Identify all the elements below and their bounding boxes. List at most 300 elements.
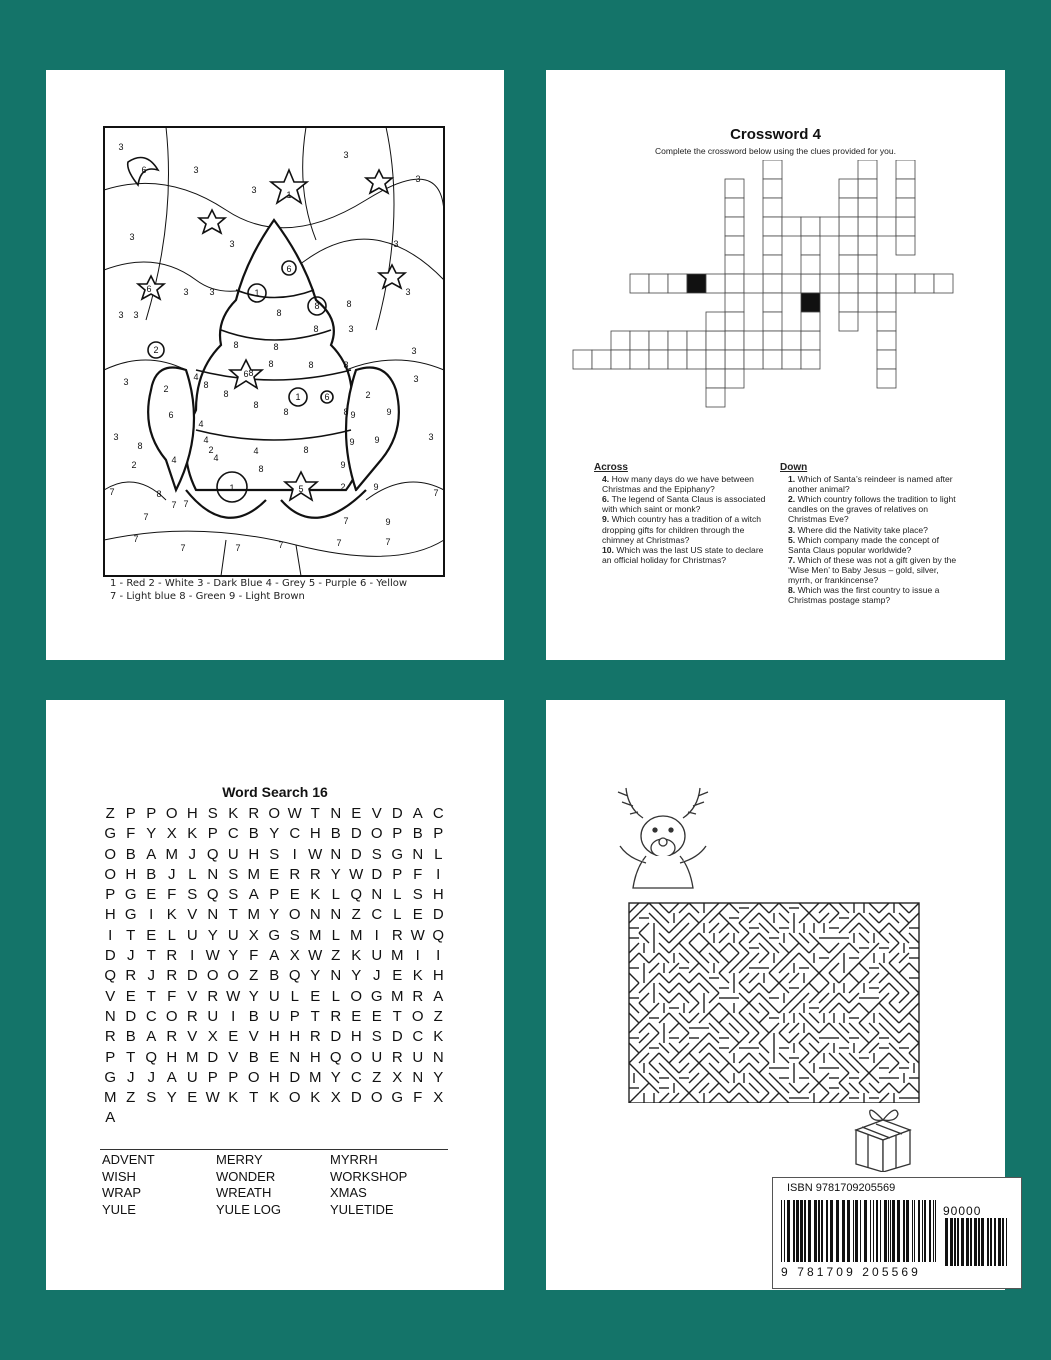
crossword-cell[interactable] — [858, 236, 877, 255]
letter-cell[interactable]: W — [308, 947, 323, 965]
letter-cell[interactable]: E — [125, 987, 136, 1005]
crossword-cell[interactable] — [649, 331, 668, 350]
letter-cell[interactable]: Q — [104, 967, 117, 985]
letter-cell[interactable]: I — [149, 906, 154, 924]
letter-cell[interactable]: B — [248, 1048, 259, 1066]
letter-cell[interactable]: Y — [248, 987, 259, 1005]
crossword-cell[interactable] — [744, 331, 763, 350]
letter-cell[interactable]: V — [228, 1048, 239, 1066]
crossword-cell[interactable] — [668, 331, 687, 350]
crossword-cell[interactable] — [782, 350, 801, 369]
letter-cell[interactable]: T — [310, 1007, 320, 1025]
crossword-cell[interactable] — [801, 312, 820, 331]
letter-cell[interactable]: A — [412, 805, 423, 822]
letter-cell[interactable]: M — [309, 1068, 322, 1086]
letter-cell[interactable]: E — [412, 906, 423, 924]
letter-cell[interactable]: C — [145, 1007, 157, 1025]
letter-cell[interactable]: L — [167, 926, 176, 944]
letter-cell[interactable]: K — [412, 967, 423, 985]
letter-cell[interactable]: W — [287, 805, 302, 822]
letter-cell[interactable]: R — [104, 1028, 116, 1046]
crossword-cell[interactable] — [839, 217, 858, 236]
letter-cell[interactable]: Y — [310, 967, 321, 985]
letter-cell[interactable]: U — [207, 1007, 219, 1025]
crossword-cell[interactable] — [668, 350, 687, 369]
letter-cell[interactable]: O — [350, 1048, 363, 1066]
letter-cell[interactable]: B — [412, 825, 423, 843]
crossword-cell[interactable] — [896, 179, 915, 198]
crossword-cell[interactable] — [725, 293, 744, 312]
letter-cell[interactable]: P — [269, 886, 280, 904]
letter-cell[interactable]: H — [268, 1068, 280, 1086]
letter-cell[interactable]: J — [373, 967, 381, 985]
letter-cell[interactable]: N — [412, 845, 424, 863]
letter-cell[interactable]: L — [331, 987, 340, 1005]
letter-cell[interactable]: G — [104, 825, 117, 843]
letter-cell[interactable]: N — [432, 1048, 444, 1066]
letter-cell[interactable]: A — [433, 987, 444, 1005]
letter-cell[interactable]: Y — [330, 1068, 341, 1086]
letter-cell[interactable]: U — [371, 1048, 383, 1066]
crossword-cell[interactable] — [820, 274, 839, 293]
letter-cell[interactable]: D — [371, 865, 383, 883]
letter-cell[interactable]: M — [186, 1048, 199, 1066]
letter-cell[interactable]: J — [147, 967, 155, 985]
letter-cell[interactable]: J — [147, 1068, 155, 1086]
crossword-cell[interactable] — [877, 293, 896, 312]
letter-cell[interactable]: K — [228, 805, 239, 822]
letter-cell[interactable]: Y — [269, 906, 280, 924]
crossword-cell[interactable] — [725, 331, 744, 350]
letter-cell[interactable]: H — [350, 1028, 362, 1046]
letter-cell[interactable]: N — [207, 865, 219, 883]
letter-cell[interactable]: S — [371, 1028, 382, 1046]
crossword-cell[interactable] — [801, 274, 820, 293]
letter-cell[interactable]: X — [433, 1089, 444, 1107]
letter-cell[interactable]: Y — [166, 1089, 177, 1107]
letter-cell[interactable]: B — [248, 825, 259, 843]
letter-cell[interactable]: Y — [351, 967, 362, 985]
letter-cell[interactable]: K — [310, 886, 321, 904]
letter-cell[interactable]: P — [146, 805, 157, 822]
letter-cell[interactable]: N — [289, 1048, 301, 1066]
letter-cell[interactable]: A — [146, 1028, 157, 1046]
letter-cell[interactable]: P — [207, 1068, 218, 1086]
letter-cell[interactable]: H — [309, 825, 321, 843]
letter-cell[interactable]: S — [371, 845, 382, 863]
letter-cell[interactable]: I — [231, 1007, 236, 1025]
letter-cell[interactable]: Z — [331, 947, 341, 965]
letter-cell[interactable]: T — [126, 926, 136, 944]
letter-cell[interactable]: J — [127, 947, 135, 965]
crossword-cell[interactable] — [877, 369, 896, 388]
crossword-cell[interactable] — [725, 274, 744, 293]
crossword-cell[interactable] — [630, 331, 649, 350]
letter-cell[interactable]: W — [410, 926, 425, 944]
crossword-cell[interactable] — [877, 217, 896, 236]
letter-cell[interactable]: Y — [269, 825, 280, 843]
letter-cell[interactable]: T — [146, 987, 156, 1005]
letter-cell[interactable]: X — [166, 825, 177, 843]
letter-cell[interactable]: R — [207, 987, 219, 1005]
crossword-cell[interactable] — [858, 255, 877, 274]
letter-cell[interactable]: E — [269, 1048, 280, 1066]
letter-cell[interactable]: Q — [288, 967, 301, 985]
crossword-cell[interactable] — [858, 179, 877, 198]
letter-cell[interactable]: O — [206, 967, 219, 985]
crossword-cell[interactable] — [725, 236, 744, 255]
crossword-cell[interactable] — [611, 331, 630, 350]
letter-cell[interactable]: A — [105, 1109, 116, 1127]
letter-cell[interactable]: B — [330, 825, 341, 843]
crossword-cell[interactable] — [706, 369, 725, 388]
letter-cell[interactable]: E — [146, 886, 157, 904]
letter-cell[interactable]: D — [391, 1028, 403, 1046]
crossword-cell[interactable] — [896, 274, 915, 293]
letter-cell[interactable]: U — [371, 947, 383, 965]
letter-cell[interactable]: R — [412, 987, 424, 1005]
letter-cell[interactable]: I — [436, 865, 441, 883]
letter-cell[interactable]: D — [104, 947, 116, 965]
letter-cell[interactable]: M — [104, 1089, 117, 1107]
letter-cell[interactable]: O — [104, 865, 117, 883]
letter-cell[interactable]: R — [309, 1028, 321, 1046]
crossword-cell[interactable] — [820, 217, 839, 236]
letter-cell[interactable]: M — [391, 987, 404, 1005]
crossword-cell[interactable] — [725, 217, 744, 236]
crossword-cell[interactable] — [839, 198, 858, 217]
letter-cell[interactable]: D — [350, 825, 362, 843]
crossword-cell[interactable] — [763, 198, 782, 217]
letter-cell[interactable]: H — [104, 906, 116, 924]
letter-cell[interactable]: N — [330, 906, 342, 924]
crossword-cell[interactable] — [725, 369, 744, 388]
letter-cell[interactable]: Z — [126, 1089, 136, 1107]
letter-cell[interactable]: T — [392, 1007, 402, 1025]
letter-cell[interactable]: E — [289, 886, 300, 904]
letter-cell[interactable]: B — [125, 1028, 136, 1046]
letter-cell[interactable]: I — [292, 845, 297, 863]
letter-cell[interactable]: V — [371, 805, 382, 822]
crossword-cell[interactable] — [896, 236, 915, 255]
letter-cell[interactable]: N — [104, 1007, 116, 1025]
letter-cell[interactable]: E — [351, 805, 362, 822]
letter-cell[interactable]: Z — [351, 906, 361, 924]
letter-cell[interactable]: L — [393, 886, 402, 904]
letter-cell[interactable]: M — [165, 845, 178, 863]
letter-cell[interactable]: Y — [433, 1068, 444, 1086]
letter-cell[interactable]: T — [126, 1048, 136, 1066]
crossword-cell[interactable] — [592, 350, 611, 369]
letter-cell[interactable]: R — [166, 1028, 178, 1046]
letter-cell[interactable]: S — [228, 886, 239, 904]
letter-cell[interactable]: W — [226, 987, 241, 1005]
letter-cell[interactable]: O — [227, 967, 240, 985]
letter-cell[interactable]: G — [268, 926, 281, 944]
letter-cell[interactable]: F — [249, 947, 259, 965]
letter-cell[interactable]: C — [371, 906, 383, 924]
letter-cell[interactable]: S — [207, 805, 218, 822]
letter-cell[interactable]: F — [167, 987, 177, 1005]
letter-cell[interactable]: F — [413, 1089, 423, 1107]
crossword-cell[interactable] — [782, 217, 801, 236]
crossword-cell[interactable] — [687, 350, 706, 369]
letter-cell[interactable]: X — [392, 1068, 403, 1086]
letter-cell[interactable]: Q — [206, 845, 219, 863]
letter-cell[interactable]: X — [248, 926, 259, 944]
letter-cell[interactable]: W — [349, 865, 364, 883]
letter-cell[interactable]: Q — [329, 1048, 342, 1066]
crossword-cell[interactable] — [782, 331, 801, 350]
crossword-cell[interactable] — [706, 350, 725, 369]
crossword-cell[interactable] — [858, 198, 877, 217]
letter-cell[interactable]: N — [330, 967, 342, 985]
letter-cell[interactable]: Q — [350, 886, 363, 904]
letter-cell[interactable]: M — [391, 947, 404, 965]
crossword-cell[interactable] — [782, 274, 801, 293]
letter-cell[interactable]: R — [391, 926, 403, 944]
letter-cell[interactable]: R — [186, 1007, 198, 1025]
letter-cell[interactable]: M — [247, 906, 260, 924]
letter-cell[interactable]: S — [269, 845, 280, 863]
letter-cell[interactable]: N — [371, 886, 383, 904]
crossword-cell[interactable] — [763, 350, 782, 369]
crossword-cell[interactable] — [896, 217, 915, 236]
letter-cell[interactable]: C — [412, 1028, 424, 1046]
letter-cell[interactable]: N — [412, 1068, 424, 1086]
letter-cell[interactable]: K — [228, 1089, 239, 1107]
crossword-cell[interactable] — [763, 312, 782, 331]
letter-cell[interactable]: U — [227, 845, 239, 863]
crossword-cell[interactable] — [744, 274, 763, 293]
crossword-cell[interactable] — [763, 217, 782, 236]
letter-cell[interactable]: I — [374, 926, 379, 944]
letter-cell[interactable]: M — [350, 926, 363, 944]
letter-cell[interactable]: H — [248, 845, 260, 863]
crossword-cell[interactable] — [839, 293, 858, 312]
letter-cell[interactable]: G — [370, 987, 383, 1005]
letter-cell[interactable]: S — [412, 886, 423, 904]
letter-cell[interactable]: J — [127, 1068, 135, 1086]
letter-cell[interactable]: K — [310, 1089, 321, 1107]
letter-cell[interactable]: P — [433, 825, 444, 843]
letter-cell[interactable]: H — [125, 865, 137, 883]
letter-cell[interactable]: H — [268, 1028, 280, 1046]
crossword-cell[interactable] — [858, 274, 877, 293]
letter-cell[interactable]: P — [392, 825, 403, 843]
letter-cell[interactable]: O — [104, 845, 117, 863]
crossword-cell[interactable] — [877, 274, 896, 293]
letter-cell[interactable]: U — [186, 1068, 198, 1086]
crossword-cell[interactable] — [706, 331, 725, 350]
crossword-cell[interactable] — [763, 255, 782, 274]
letter-cell[interactable]: G — [104, 1068, 117, 1086]
crossword-cell[interactable] — [839, 179, 858, 198]
crossword-cell[interactable] — [839, 312, 858, 331]
letter-cell[interactable]: J — [188, 845, 196, 863]
letter-cell[interactable]: V — [187, 987, 198, 1005]
letter-cell[interactable]: X — [330, 1089, 341, 1107]
letter-cell[interactable]: D — [350, 1089, 362, 1107]
letter-cell[interactable]: B — [269, 967, 280, 985]
letter-cell[interactable]: A — [248, 886, 259, 904]
letter-cell[interactable]: D — [289, 1068, 301, 1086]
letter-cell[interactable]: E — [187, 1089, 198, 1107]
letter-cell[interactable]: S — [146, 1089, 157, 1107]
letter-cell[interactable]: G — [124, 906, 137, 924]
letter-cell[interactable]: V — [187, 906, 198, 924]
letter-cell[interactable]: X — [207, 1028, 218, 1046]
crossword-cell[interactable] — [801, 236, 820, 255]
letter-cell[interactable]: O — [288, 1089, 301, 1107]
crossword-cell[interactable] — [668, 274, 687, 293]
letter-cell[interactable]: D — [432, 906, 444, 924]
letter-cell[interactable]: R — [391, 1048, 403, 1066]
letter-cell[interactable]: F — [413, 865, 423, 883]
letter-cell[interactable]: O — [165, 805, 178, 822]
letter-cell[interactable]: Q — [206, 886, 219, 904]
letter-cell[interactable]: O — [370, 1089, 383, 1107]
letter-cell[interactable]: L — [393, 906, 402, 924]
crossword-cell[interactable] — [725, 198, 744, 217]
letter-cell[interactable]: P — [228, 1068, 239, 1086]
crossword-cell[interactable] — [725, 350, 744, 369]
crossword-cell[interactable] — [934, 274, 953, 293]
letter-cell[interactable]: V — [105, 987, 116, 1005]
crossword-cell[interactable] — [877, 331, 896, 350]
letter-cell[interactable]: D — [391, 805, 403, 822]
letter-cell[interactable]: R — [125, 967, 137, 985]
letter-cell[interactable]: P — [105, 886, 116, 904]
letter-cell[interactable]: P — [207, 825, 218, 843]
letter-cell[interactable]: U — [268, 987, 280, 1005]
letter-cell[interactable]: P — [125, 805, 136, 822]
letter-cell[interactable]: T — [228, 906, 238, 924]
letter-cell[interactable]: D — [186, 967, 198, 985]
letter-cell[interactable]: K — [166, 906, 177, 924]
letter-cell[interactable]: Z — [433, 1007, 443, 1025]
letter-cell[interactable]: I — [190, 947, 195, 965]
letter-cell[interactable]: C — [350, 1068, 362, 1086]
letter-cell[interactable]: O — [411, 1007, 424, 1025]
letter-cell[interactable]: Y — [207, 926, 218, 944]
letter-cell[interactable]: G — [124, 886, 137, 904]
letter-cell[interactable]: R — [309, 865, 321, 883]
crossword-cell[interactable] — [801, 255, 820, 274]
letter-cell[interactable]: O — [165, 1007, 178, 1025]
crossword-cell[interactable] — [744, 350, 763, 369]
letter-cell[interactable]: J — [168, 865, 176, 883]
crossword-cell[interactable] — [611, 350, 630, 369]
crossword-cell[interactable] — [706, 388, 725, 407]
letter-cell[interactable]: N — [207, 906, 219, 924]
crossword-cell[interactable] — [896, 198, 915, 217]
letter-cell[interactable]: W — [205, 1089, 220, 1107]
letter-cell[interactable]: U — [186, 926, 198, 944]
letter-cell[interactable]: A — [269, 947, 280, 965]
letter-cell[interactable]: N — [330, 845, 342, 863]
letter-cell[interactable]: R — [289, 865, 301, 883]
letter-cell[interactable]: L — [331, 886, 340, 904]
crossword-cell[interactable] — [706, 274, 725, 293]
letter-cell[interactable]: A — [146, 845, 157, 863]
letter-cell[interactable]: K — [269, 1089, 280, 1107]
letter-cell[interactable]: K — [187, 825, 198, 843]
letter-cell[interactable]: R — [330, 1007, 342, 1025]
letter-cell[interactable]: D — [207, 1048, 219, 1066]
letter-cell[interactable]: L — [434, 845, 443, 863]
letter-cell[interactable]: L — [331, 926, 340, 944]
letter-cell[interactable]: M — [309, 926, 322, 944]
letter-cell[interactable]: C — [432, 805, 444, 822]
letter-cell[interactable]: Y — [330, 865, 341, 883]
letter-cell[interactable]: V — [187, 1028, 198, 1046]
crossword-cell[interactable] — [877, 350, 896, 369]
letter-cell[interactable]: R — [166, 967, 178, 985]
letter-cell[interactable]: R — [166, 947, 178, 965]
letter-cell[interactable]: H — [166, 1048, 178, 1066]
letter-cell[interactable]: Y — [146, 825, 157, 843]
letter-cell[interactable]: H — [432, 886, 444, 904]
letter-cell[interactable]: W — [205, 947, 220, 965]
crossword-cell[interactable] — [896, 160, 915, 179]
letter-cell[interactable]: F — [167, 886, 177, 904]
crossword-cell[interactable] — [630, 274, 649, 293]
letter-cell[interactable]: H — [432, 967, 444, 985]
letter-cell[interactable]: O — [370, 825, 383, 843]
letter-cell[interactable]: H — [309, 1048, 321, 1066]
letter-cell[interactable]: S — [228, 865, 239, 883]
letter-cell[interactable]: Q — [432, 926, 445, 944]
letter-cell[interactable]: Q — [145, 1048, 158, 1066]
crossword-cell[interactable] — [763, 331, 782, 350]
crossword-cell[interactable] — [630, 350, 649, 369]
letter-cell[interactable]: E — [310, 987, 321, 1005]
letter-cell[interactable]: B — [146, 865, 157, 883]
letter-cell[interactable]: P — [392, 865, 403, 883]
letter-cell[interactable]: U — [227, 926, 239, 944]
crossword-cell[interactable] — [763, 236, 782, 255]
crossword-cell[interactable] — [763, 274, 782, 293]
crossword-cell[interactable] — [801, 331, 820, 350]
letter-cell[interactable]: A — [166, 1068, 177, 1086]
letter-cell[interactable]: P — [289, 1007, 300, 1025]
letter-cell[interactable]: I — [436, 947, 441, 965]
crossword-cell[interactable] — [915, 274, 934, 293]
letter-cell[interactable]: E — [269, 865, 280, 883]
letter-cell[interactable]: K — [351, 947, 362, 965]
letter-cell[interactable]: I — [415, 947, 420, 965]
crossword-cell[interactable] — [877, 312, 896, 331]
letter-cell[interactable]: E — [228, 1028, 239, 1046]
letter-cell[interactable]: C — [289, 825, 301, 843]
letter-cell[interactable]: H — [289, 1028, 301, 1046]
crossword-cell[interactable] — [763, 160, 782, 179]
letter-cell[interactable]: T — [249, 1089, 259, 1107]
crossword-cell[interactable] — [801, 350, 820, 369]
letter-cell[interactable]: O — [247, 1068, 260, 1086]
letter-cell[interactable]: C — [227, 825, 239, 843]
letter-cell[interactable]: L — [188, 865, 197, 883]
letter-cell[interactable]: U — [412, 1048, 424, 1066]
letter-cell[interactable]: H — [186, 805, 198, 822]
letter-cell[interactable]: S — [187, 886, 198, 904]
letter-cell[interactable]: O — [350, 987, 363, 1005]
crossword-cell[interactable] — [858, 293, 877, 312]
letter-cell[interactable]: D — [350, 845, 362, 863]
crossword-cell[interactable] — [801, 217, 820, 236]
letter-cell[interactable]: Y — [228, 947, 239, 965]
